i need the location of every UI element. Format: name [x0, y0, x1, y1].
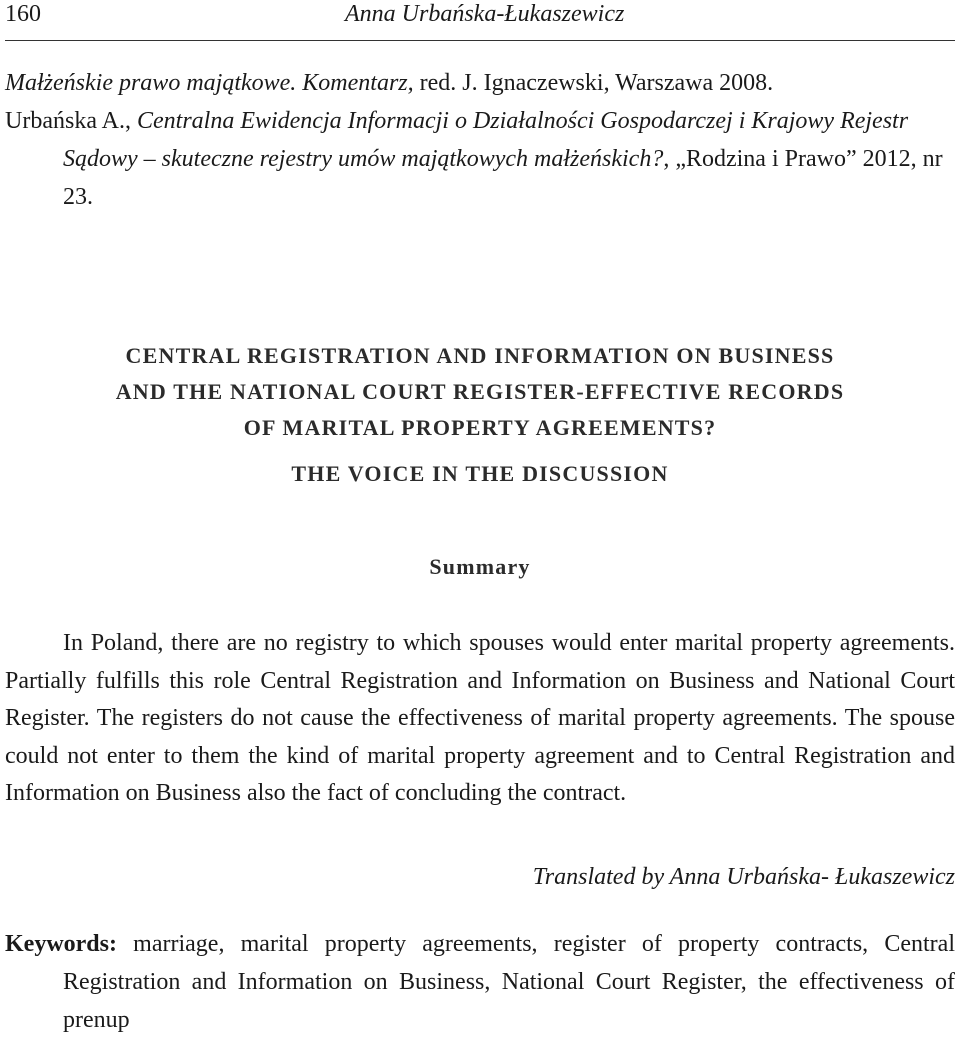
title-line: OF MARITAL PROPERTY AGREEMENTS?	[243, 415, 717, 440]
reference-author: Urbańska A.,	[5, 108, 137, 134]
title-line: CENTRAL REGISTRATION AND INFORMATION ON BUSINESS	[125, 343, 835, 368]
page-header	[5, 0, 955, 41]
translator-credit: Translated by Anna Urbańska- Łukaszewicz	[532, 864, 955, 890]
article-subtitle: THE VOICE IN THE DISCUSSION	[291, 461, 669, 486]
reference-title: Małżeńskie prawo majątkowe. Komentarz,	[5, 70, 414, 96]
reference-details: , „Rodzina i Prawo” 2012, nr 23.	[63, 146, 943, 210]
reference-title: Centralna Ewidencja Informacji o Działalności Gospodarczej i Krajowy Rejestr Sądowy – skuteczne rejestry umów majątkowych małżeńskich?	[63, 108, 909, 172]
reference-details: red. J. Ignaczewski, Warszawa 2008.	[413, 70, 774, 96]
running-head: Anna Urbańska-Łukaszewicz	[345, 1, 625, 27]
article-title	[0, 338, 960, 446]
summary-heading: Summary	[429, 554, 531, 579]
summary-body: In Poland, there are no registry to which spouses would enter marital property agreements. Partially fulfills this role Central Registration and Information on Business and National Court Register. The registers do not cause the effectiveness of marital property agreements. The spouse could not enter to them the kind of marital property agreement and to Central Registration and Information on Business also the fact of concluding the contract.	[5, 630, 955, 806]
keywords-label: Keywords:	[5, 931, 117, 957]
page-number: 160	[5, 1, 41, 27]
keywords-text: marriage, marital property agreements, register of property contracts, Central Registration and Information on Business, National Court Register, the effectiveness of prenup	[63, 931, 955, 1033]
title-line: AND THE NATIONAL COURT REGISTER-EFFECTIVE RECORDS	[115, 379, 845, 404]
references	[5, 64, 955, 216]
reference-item	[5, 64, 955, 102]
keywords	[5, 925, 955, 1039]
reference-item	[5, 102, 955, 216]
